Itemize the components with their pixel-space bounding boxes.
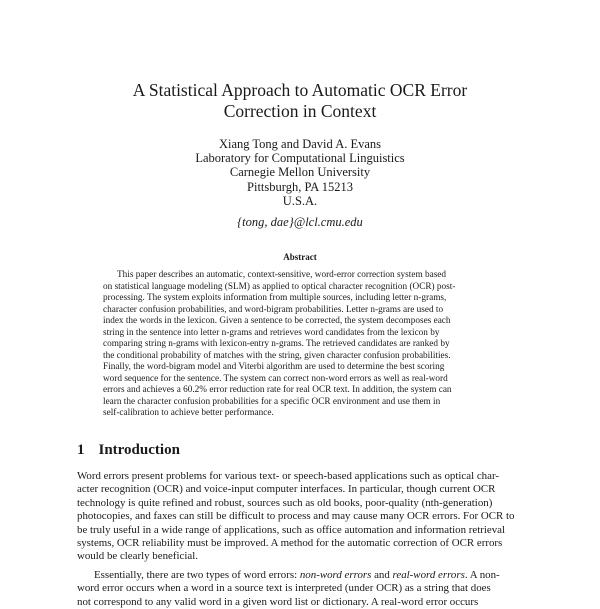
abstract-line: the conditional probability of matches with the string, given character confusion probabilities. xyxy=(103,350,451,361)
term-real-word-errors: real-word errors xyxy=(392,568,465,581)
body-line: be truly useful in a wide range of applications, such as office automation and information retrieval xyxy=(77,523,506,536)
abstract-body xyxy=(103,270,501,420)
abstract-line: This paper describes an automatic, context-sensitive, word-error correction system based xyxy=(117,270,447,280)
body-line: would be clearly beneficial. xyxy=(77,550,198,563)
paper-title xyxy=(60,80,540,122)
title-line: Correction in Context xyxy=(223,101,377,121)
para2-tail: . A non- xyxy=(464,568,500,581)
para2-lead: Essentially, there are two types of word errors: xyxy=(94,568,300,581)
abstract-line: self-calibration to achieve better performance. xyxy=(103,408,274,418)
para2-and: and xyxy=(371,568,393,581)
body-line: photocopies, and faxes can still be difficult to process and may cause many OCR errors. For OCR to xyxy=(77,510,515,523)
abstract-line: comparing string n-grams with lexicon-entry n-grams. The retrieved candidates are ranked by xyxy=(103,339,450,349)
affiliation-line: Carnegie Mellon University xyxy=(229,165,371,180)
section-title: Introduction xyxy=(98,442,180,458)
body-line: Word errors present problems for various text- or speech-based applications such as optical char- xyxy=(77,470,499,482)
title-line: A Statistical Approach to Automatic OCR Error xyxy=(132,80,468,100)
abstract-line: processing. The system exploits information from multiple sources, including letter n-grams, xyxy=(103,293,447,303)
abstract-heading: Abstract xyxy=(283,252,317,262)
abstract-line: on statistical language modeling (SLM) as applied to optical character recognition (OCR) post- xyxy=(103,281,456,292)
affiliation-line: Pittsburgh, PA 15213 xyxy=(247,179,353,194)
introduction-body xyxy=(77,470,537,609)
body-line: not correspond to any valid word in a given word list or dictionary. A real-word error occurs xyxy=(77,595,479,608)
author-names: Xiang Tong and David A. Evans xyxy=(218,137,382,151)
body-line xyxy=(77,569,537,582)
abstract-line: string in the sentence into letter n-grams and retrieves word candidates from the lexicon by xyxy=(103,327,440,338)
abstract-line: character confusion probabilities, and word-bigram probabilities. Letter n-grams are used to xyxy=(103,304,444,315)
affiliation-line: U.S.A. xyxy=(282,193,318,208)
abstract-line: Finally, the word-bigram model and Viterbi algorithm are used to determine the best scoring xyxy=(103,362,445,372)
section-heading xyxy=(77,442,180,458)
abstract-line: index the words in the lexicon. Given a sentence to be corrected, the system decomposes each xyxy=(103,316,451,326)
author-email: {tong, dae}@lcl.cmu.edu xyxy=(237,215,363,230)
affiliation-line: Laboratory for Computational Linguistics xyxy=(195,151,405,166)
abstract-line: learn the character confusion probabilities for a specific OCR environment and use them in xyxy=(103,396,441,407)
abstract-line: errors and achieves a 60.2% error reduction rate for real OCR text. In addition, the system can xyxy=(103,385,452,395)
abstract-line: word sequence for the sentence. The system can correct non-word errors as well as real-word xyxy=(103,373,448,384)
term-non-word-errors: non-word errors xyxy=(299,568,372,581)
body-line: word error occurs when a word in a source text is interpreted (under OCR) as a string that does xyxy=(77,582,491,595)
body-line: acter recognition (OCR) and voice-input computer interfaces. In particular, though current OCR xyxy=(77,483,496,496)
body-line: systems, OCR reliability must be improved. A method for the automatic correction of OCR errors xyxy=(77,537,503,550)
section-number: 1 xyxy=(77,442,85,458)
body-line: technology is quite refined and robust, sources such as old books, poor-quality (nth-generation) xyxy=(77,496,493,509)
author-block xyxy=(100,137,500,229)
